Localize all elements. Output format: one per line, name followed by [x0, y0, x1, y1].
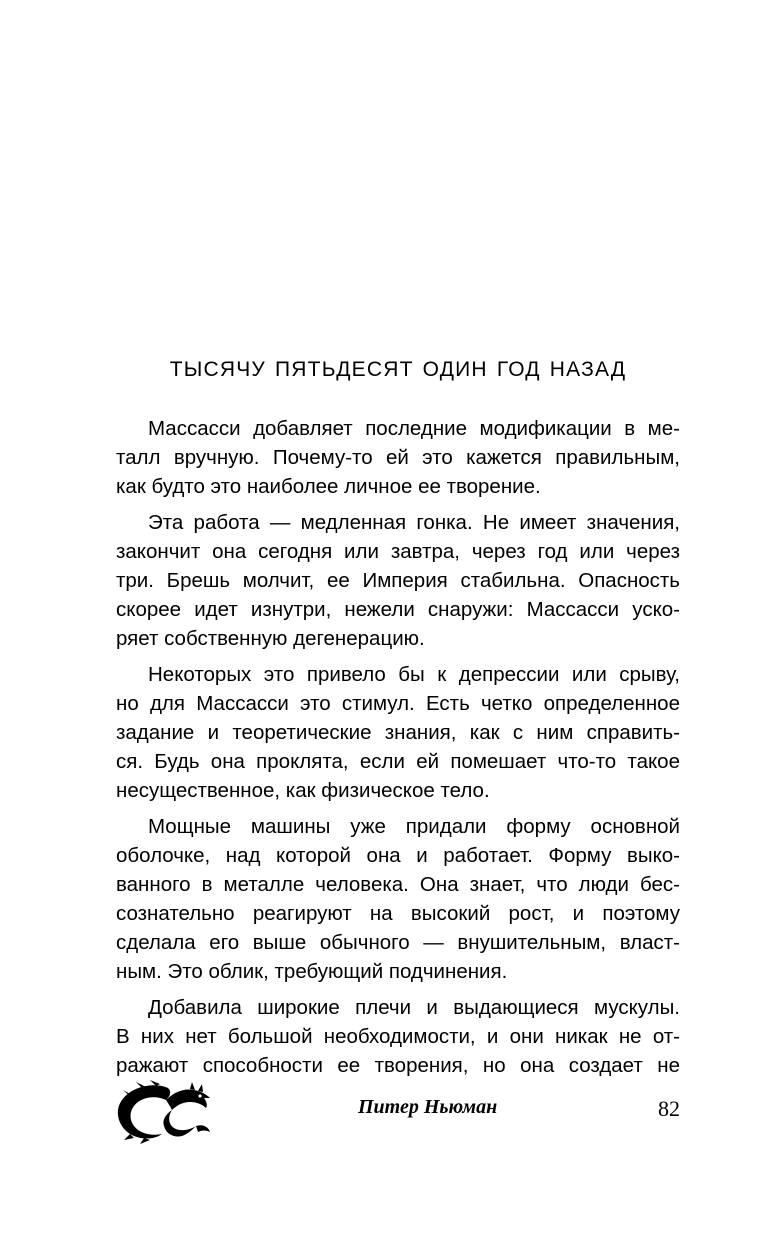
text-line: задание и теоретические знания, как с ним справить- — [116, 721, 680, 744]
text-line: Добавила широкие плечи и выдающиеся мускулы. — [148, 996, 680, 1019]
text-line: талл вручную. Почему-то ей это кажется правильным, — [116, 446, 680, 469]
text-line: Мощные машины уже придали форму основной — [148, 815, 680, 838]
page-footer — [0, 1078, 768, 1148]
paragraph — [116, 660, 680, 805]
text-line: Некоторых это привело бы к депрессии или срыву, — [148, 663, 680, 686]
dragon-icon — [110, 1078, 218, 1144]
text-line: скорее идет изнутри, нежели снаружи: Массасси уско- — [116, 598, 680, 621]
paragraph — [116, 508, 680, 653]
text-line: несущественное, как физическое тело. — [116, 779, 490, 802]
paragraph — [116, 993, 680, 1080]
text-line: ражают способности ее творения, но она создает не — [116, 1054, 680, 1077]
author-name: Питер Ньюман — [358, 1096, 498, 1118]
text-line: ряет собственную дегенерацию. — [116, 627, 425, 650]
text-line: ванного в металле человека. Она знает, что люди бес- — [116, 873, 680, 896]
text-line: но для Массасси это стимул. Есть четко определенное — [116, 692, 680, 715]
text-line: Массасси добавляет последние модификации в ме- — [148, 417, 680, 440]
text-line: оболочке, над которой она и работает. Форму выко- — [116, 844, 680, 867]
text-line: сознательно реагируют на высокий рост, и поэтому — [116, 902, 680, 925]
chapter-title: ТЫСЯЧУ ПЯТЬДЕСЯТ ОДИН ГОД НАЗАД — [169, 358, 627, 381]
text-line: как будто это наиболее личное ее творение. — [116, 475, 541, 498]
text-line: закончит она сегодня или завтра, через год или через — [116, 540, 680, 563]
body-text — [116, 414, 680, 1087]
text-line: три. Брешь молчит, ее Империя стабильна. Опасность — [116, 569, 680, 592]
text-line: ным. Это облик, требующий подчинения. — [116, 960, 508, 983]
paragraph — [116, 812, 680, 986]
paragraph — [116, 414, 680, 501]
text-line: ся. Будь она проклята, если ей помешает что-то такое — [116, 750, 680, 773]
text-line: Эта работа — медленная гонка. Не имеет значения, — [148, 511, 680, 534]
text-line: сделала его выше обычного — внушительным, власт- — [116, 931, 680, 954]
page-number: 82 — [658, 1096, 680, 1121]
text-line: В них нет большой необходимости, и они никак не от- — [116, 1025, 680, 1048]
